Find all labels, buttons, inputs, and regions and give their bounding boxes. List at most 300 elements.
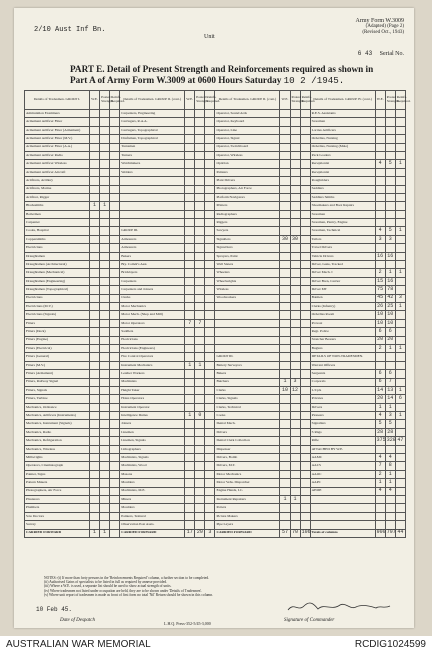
note-line: NOTES.-(i) If more than forty persons in the 'Reinforcements Required' column, a further section to be completed.	[44, 576, 210, 580]
note-line: (v) Where unit report of tradesmen is made as front of first form no total 'Nil' Return should be shown in this column.	[44, 592, 214, 597]
table-row	[25, 403, 406, 411]
posted-strength-cell	[100, 370, 110, 378]
reinfs-required-cell	[300, 353, 310, 361]
reinfs-required-cell	[395, 403, 405, 411]
trade-name-cell: Receptionist	[310, 168, 375, 176]
trade-name-cell: DETAILS OF NON-TRADESMEN.	[310, 353, 375, 361]
posted-strength-cell	[385, 495, 395, 503]
trade-name-cell: Wheelwrights	[215, 277, 280, 285]
posted-strength-cell	[290, 311, 300, 319]
posted-strength-cell	[290, 521, 300, 529]
table-row	[25, 437, 406, 445]
we-cell	[280, 227, 290, 235]
trade-name-cell: Drivers, M.T.	[215, 462, 280, 470]
we-cell	[89, 470, 99, 478]
column-header-details: Details of Tradesmen. GROUP II. (cont.)	[215, 91, 280, 110]
trade-name-cell: Photographers, Air Force	[25, 487, 90, 495]
reinfs-required-cell	[300, 252, 310, 260]
trade-name-cell: Wall Sisters	[215, 261, 280, 269]
trade-name-cell: Armourers	[120, 244, 185, 252]
posted-strength-cell	[100, 504, 110, 512]
we-cell: 6	[375, 378, 385, 386]
reinfs-required-cell	[205, 504, 215, 512]
we-cell	[375, 495, 385, 503]
we-cell	[89, 210, 99, 218]
trade-name-cell: Motor Mech. (Shop and Mill)	[120, 311, 185, 319]
trade-name-cell: Observation Post Assts.	[120, 521, 185, 529]
trade-name-cell: Fire Control Operators	[120, 353, 185, 361]
we-cell	[185, 294, 195, 302]
posted-strength-cell	[385, 135, 395, 143]
posted-strength-cell	[385, 143, 395, 151]
trade-name-cell: Pattern Makers	[25, 479, 90, 487]
reinfs-required-cell	[110, 210, 120, 218]
we-cell: 75	[375, 286, 385, 294]
posted-strength-cell	[385, 261, 395, 269]
trade-name-cell: Armament Artificer Fitter	[25, 118, 90, 126]
trade-name-cell: Mechanics, Radio	[25, 428, 90, 436]
trade-name-cell: Machinists, Wood	[120, 462, 185, 470]
trade-name-cell	[215, 344, 280, 352]
we-cell	[185, 386, 195, 394]
trade-name-cell: Artificers, Marine	[25, 185, 90, 193]
we-cell: 16	[375, 252, 385, 260]
reinfs-required-cell	[395, 370, 405, 378]
posted-strength-cell	[100, 135, 110, 143]
trade-name-cell: Driver, Guns, Tracked	[310, 261, 375, 269]
reinfs-required-cell	[300, 378, 310, 386]
posted-strength-cell	[100, 487, 110, 495]
reinfs-required-cell	[110, 185, 120, 193]
trade-name-cell	[310, 521, 375, 529]
trade-name-cell: Pack Loaders	[310, 151, 375, 159]
reinfs-required-cell	[300, 286, 310, 294]
we-cell	[89, 479, 99, 487]
reinfs-required-cell	[300, 495, 310, 503]
posted-strength-cell	[100, 160, 110, 168]
table-row	[25, 378, 406, 386]
posted-strength-cell: 328	[386, 437, 396, 444]
posted-strength-cell	[290, 470, 300, 478]
trade-name-cell	[310, 495, 375, 503]
reinfs-required-cell	[110, 487, 120, 495]
trade-name-cell: Draughtsmen (Topographical)	[25, 286, 90, 294]
posted-strength-cell	[290, 361, 300, 369]
we-cell	[280, 420, 290, 428]
we-cell: 4	[375, 160, 385, 168]
we-cell	[185, 437, 195, 445]
we-cell: 5	[375, 420, 385, 428]
trade-name-cell: Clerks, Technical	[215, 403, 280, 411]
posted-strength-cell	[290, 512, 300, 520]
posted-strength-cell	[195, 353, 205, 361]
reinfs-required-cell	[110, 277, 120, 285]
reinfs-required-cell	[395, 151, 405, 159]
we-cell	[280, 395, 290, 403]
reinfs-required-cell	[110, 294, 120, 302]
we-cell	[89, 462, 99, 470]
reinfs-required-cell	[205, 495, 215, 503]
posted-strength-cell	[100, 521, 110, 529]
we-cell	[280, 160, 290, 168]
trade-name-cell: Printers	[215, 202, 280, 210]
posted-strength-cell	[100, 168, 110, 176]
reinfs-required-cell	[110, 454, 120, 462]
trade-name-cell: Mechanics, Refrigeration	[25, 437, 90, 445]
trade-name-cell: Mechanics, Instrument (Signals)	[25, 420, 90, 428]
we-cell	[185, 110, 195, 118]
reinfs-required-cell	[395, 445, 405, 453]
trade-name-cell: Saddlers Smiths	[310, 193, 375, 201]
we-cell	[89, 370, 99, 378]
we-cell: 900	[376, 529, 386, 536]
reinfs-required-cell	[395, 286, 405, 294]
we-cell	[185, 244, 195, 252]
reinfs-required-cell	[110, 219, 120, 227]
reinfs-required-cell	[110, 420, 120, 428]
we-cell	[89, 378, 99, 386]
reinfs-required-cell	[300, 420, 310, 428]
posted-strength-cell	[100, 512, 110, 520]
we-cell	[375, 143, 385, 151]
posted-strength-cell	[100, 177, 110, 185]
table-row	[25, 135, 406, 143]
trade-name-cell: Sprayers, Paint	[215, 252, 280, 260]
posted-strength-cell	[100, 445, 110, 453]
posted-strength-cell: 1	[385, 470, 395, 478]
posted-strength-cell	[385, 219, 395, 227]
reinfs-required-cell	[205, 412, 215, 420]
we-cell	[280, 135, 290, 143]
reinfs-required-cell	[205, 269, 215, 277]
we-cell	[280, 252, 290, 260]
trade-name-cell	[215, 302, 280, 310]
reinfs-required-cell	[395, 261, 405, 269]
posted-strength-cell: 1	[100, 529, 110, 537]
reinfs-required-cell	[205, 370, 215, 378]
trade-name-cell: Storemen	[310, 118, 375, 126]
trade-name-cell: R.E.S. Assistants	[310, 110, 375, 118]
posted-strength-cell	[195, 495, 205, 503]
posted-strength-cell	[195, 487, 205, 495]
archive-id: RCDIG1024599	[354, 639, 426, 650]
reinfs-required-cell	[300, 151, 310, 159]
posted-strength-cell	[195, 462, 205, 470]
reinfs-required-cell: 106	[301, 529, 311, 536]
we-cell	[375, 504, 385, 512]
we-cell	[280, 403, 290, 411]
reinfs-required-cell	[300, 135, 310, 143]
posted-strength-cell	[100, 219, 110, 227]
table-row	[25, 193, 406, 201]
posted-strength-cell	[100, 344, 110, 352]
we-cell: 10	[375, 319, 385, 327]
posted-strength-cell	[385, 185, 395, 193]
table-row	[25, 495, 406, 503]
table-row	[25, 454, 406, 462]
trade-name-cell: Draughtsmen	[25, 252, 90, 260]
reinfs-required-cell	[205, 378, 215, 386]
we-cell	[280, 454, 290, 462]
trade-name-cell: Saddlers	[120, 328, 185, 336]
posted-strength-cell	[195, 185, 205, 193]
posted-strength-cell: 70	[290, 529, 300, 537]
trade-name-cell: Buglers	[310, 344, 375, 352]
reinfs-required-cell	[110, 395, 120, 403]
reinfs-required-cell	[205, 395, 215, 403]
reinfs-required-cell	[110, 470, 120, 478]
posted-strength-cell	[385, 110, 395, 118]
trade-name-cell: Armament Artificer Aircraft	[25, 168, 90, 176]
reinfs-required-cell	[110, 118, 120, 126]
trade-name-cell: Armament Artificer Fitter (M.V.)	[25, 135, 90, 143]
reinfs-required-cell	[395, 177, 405, 185]
posted-strength-cell: 20	[385, 336, 395, 344]
reinfs-required-cell	[110, 403, 120, 411]
posted-strength-cell	[100, 319, 110, 327]
posted-strength-cell	[195, 244, 205, 252]
trade-name-cell: Saw Doctors	[25, 512, 90, 520]
posted-strength-cell	[195, 118, 205, 126]
trade-name-cell: Shoemakers and Boot Repairs	[310, 202, 375, 210]
reinfs-required-cell	[205, 521, 215, 529]
posted-strength-cell	[195, 177, 205, 185]
reinfs-required-cell	[300, 395, 310, 403]
trade-name-cell: Electricians	[25, 294, 90, 302]
reinfs-required-cell	[395, 336, 405, 344]
posted-strength-cell	[100, 495, 110, 503]
we-cell: 6	[375, 370, 385, 378]
serial-value: 6 43	[357, 50, 373, 57]
reinfs-required-cell	[110, 328, 120, 336]
reinfs-required-cell	[300, 470, 310, 478]
reinfs-required-cell	[110, 512, 120, 520]
trade-name-cell: Leather Workers	[120, 370, 185, 378]
posted-strength-cell	[385, 353, 395, 361]
posted-strength-cell	[195, 437, 205, 445]
trade-name-cell: Electricians (Engineers)	[120, 344, 185, 352]
we-cell	[375, 521, 385, 529]
we-cell	[185, 512, 195, 520]
trade-name-cell: Cooks, Hospital	[25, 227, 90, 235]
trade-name-cell: Privates	[310, 395, 375, 403]
we-cell	[185, 302, 195, 310]
reinfs-required-cell	[205, 361, 215, 369]
trade-name-cell: Height Taker	[120, 386, 185, 394]
reinfs-required-cell	[110, 193, 120, 201]
trade-name-cell: Intelligence Duties	[120, 412, 185, 420]
trade-name-cell: Welders	[120, 168, 185, 176]
reinfs-required-cell	[395, 135, 405, 143]
we-cell: 4	[375, 454, 385, 462]
reinfs-required-cell	[205, 386, 215, 394]
trade-name-cell: Operator, Line	[215, 126, 280, 134]
we-cell	[89, 118, 99, 126]
we-cell	[185, 445, 195, 453]
we-cell	[89, 143, 99, 151]
we-cell	[185, 126, 195, 134]
trade-name-cell: CARRIED FORWARD	[215, 529, 280, 537]
we-cell	[89, 135, 99, 143]
reinfs-required-cell	[300, 219, 310, 227]
we-cell	[375, 151, 385, 159]
reinfs-required-cell	[300, 294, 310, 302]
reinfs-required-cell	[205, 193, 215, 201]
note-line: (iii) Where a W.E. is used, a separate list should be used to show actual strength of units.	[44, 584, 172, 589]
reinfs-required-cell	[205, 479, 215, 487]
we-cell	[185, 160, 195, 168]
trade-name-cell	[215, 328, 280, 336]
reinfs-required-cell	[205, 143, 215, 151]
trade-name-cell: Plasterers	[25, 495, 90, 503]
trade-name-cell: Driver MT	[310, 286, 375, 294]
reinfs-required-cell	[395, 462, 405, 470]
posted-strength-cell	[195, 403, 205, 411]
we-cell: 2	[375, 344, 385, 352]
posted-strength-cell: 7	[195, 319, 205, 327]
reinfs-required-cell	[300, 269, 310, 277]
we-cell: 4	[375, 227, 385, 235]
table-row	[25, 235, 406, 243]
reinfs-required-cell	[300, 370, 310, 378]
reinfs-required-cell	[395, 454, 405, 462]
trade-name-cell: Draughtsmen (Engineering)	[25, 277, 90, 285]
trade-name-cell: Painters	[215, 168, 280, 176]
we-cell	[89, 504, 99, 512]
posted-strength-cell	[195, 202, 205, 210]
trade-name-cell: Carpenter	[25, 219, 90, 227]
posted-strength-cell	[195, 336, 205, 344]
posted-strength-cell	[195, 193, 205, 201]
reinfs-required-cell	[110, 202, 120, 210]
table-row	[25, 462, 406, 470]
reinfs-required-cell	[300, 244, 310, 252]
posted-strength-cell	[195, 428, 205, 436]
we-cell	[280, 361, 290, 369]
reinfs-required-cell	[110, 168, 120, 176]
posted-strength-cell	[195, 160, 205, 168]
reinfs-required-cell	[205, 437, 215, 445]
trade-name-cell: Survey	[25, 521, 90, 529]
we-cell: 2	[375, 269, 385, 277]
trade-name-cell: Boilermen	[25, 210, 90, 218]
trade-name-cell: Butchers	[215, 378, 280, 386]
trade-name-cell: Bakers	[120, 252, 185, 260]
we-cell	[185, 462, 195, 470]
column-header-c2: Posted Strength.	[195, 91, 205, 110]
column-header-details: Details of Tradesmen. GROUP I.	[25, 91, 90, 110]
table-row	[25, 151, 406, 159]
we-cell	[185, 277, 195, 285]
we-cell	[185, 143, 195, 151]
trade-name-cell: Platform Navigators	[215, 193, 280, 201]
column-header-c1: W.E.	[280, 91, 290, 110]
reinfs-required-cell	[205, 126, 215, 134]
column-header-c2: Posted Strength.	[100, 91, 110, 110]
reinfs-required-cell	[300, 185, 310, 193]
reinfs-required-cell	[395, 495, 405, 503]
reinfs-required-cell	[110, 143, 120, 151]
trade-name-cell: Clerks	[215, 386, 280, 394]
column-header-details: Details of Tradesmen. GROUP II. (cont.)	[120, 91, 185, 110]
posted-strength-cell	[290, 202, 300, 210]
we-cell	[89, 126, 99, 134]
we-cell	[89, 454, 99, 462]
we-cell	[280, 168, 290, 176]
reinfs-required-cell	[205, 487, 215, 495]
reinfs-required-cell	[205, 135, 215, 143]
we-cell	[89, 294, 99, 302]
trade-name-cell: Armourers	[120, 235, 185, 243]
reinfs-required-cell	[205, 244, 215, 252]
trade-name-cell: Armament Artificer Fitter (A.A.)	[25, 143, 90, 151]
posted-strength-cell	[290, 319, 300, 327]
we-cell	[280, 487, 290, 495]
posted-strength-cell	[195, 110, 205, 118]
we-cell	[89, 319, 99, 327]
we-cell: 4	[375, 487, 385, 495]
table-row	[25, 395, 406, 403]
form-page	[14, 8, 414, 628]
trade-name-cell: Instrument Operator	[120, 403, 185, 411]
reinfs-required-cell	[395, 235, 405, 243]
trade-name-cell: Carpenters and Joiners	[120, 286, 185, 294]
we-cell	[89, 244, 99, 252]
reinfs-required-cell	[395, 378, 405, 386]
we-cell	[89, 219, 99, 227]
trade-name-cell: Operator, Wireless	[215, 151, 280, 159]
reinfs-required-cell	[205, 512, 215, 520]
reinfs-required-cell	[205, 110, 215, 118]
posted-strength-cell	[290, 344, 300, 352]
reinfs-required-cell	[395, 420, 405, 428]
we-cell	[280, 126, 290, 134]
reinfs-required-cell	[395, 277, 405, 285]
posted-strength-cell	[290, 302, 300, 310]
trade-name-cell: Battery Surveyors	[215, 361, 280, 369]
we-cell	[280, 261, 290, 269]
we-cell	[280, 286, 290, 294]
trade-name-cell	[215, 319, 280, 327]
trade-name-cell: Vehicle Drivers	[310, 252, 375, 260]
reinfs-required-cell	[395, 143, 405, 151]
posted-strength-cell: 8	[385, 462, 395, 470]
table-row	[25, 160, 406, 168]
posted-strength-cell	[290, 151, 300, 159]
trade-name-cell: Fitters (Armament)	[25, 370, 90, 378]
trade-name-cell: Travel Drivers	[310, 244, 375, 252]
reinfs-required-cell	[300, 118, 310, 126]
we-cell	[89, 311, 99, 319]
we-cell	[280, 336, 290, 344]
trade-name-cell: Blacksmiths	[25, 202, 90, 210]
column-header-c1: W.E.	[185, 91, 195, 110]
posted-strength-cell	[290, 110, 300, 118]
table-row	[25, 521, 406, 529]
posted-strength-cell	[290, 437, 300, 445]
we-cell	[185, 428, 195, 436]
trade-name-cell: Millwrights	[25, 454, 90, 462]
we-cell	[280, 269, 290, 277]
reinfs-required-cell	[205, 151, 215, 159]
trade-name-cell: Sergeants	[310, 370, 375, 378]
reinfs-required-cell	[395, 512, 405, 520]
table-row	[25, 353, 406, 361]
trade-name-cell: Wheelers	[215, 269, 280, 277]
posted-strength-cell	[290, 412, 300, 420]
we-cell	[280, 521, 290, 529]
trade-name-cell: AACS	[310, 462, 375, 470]
